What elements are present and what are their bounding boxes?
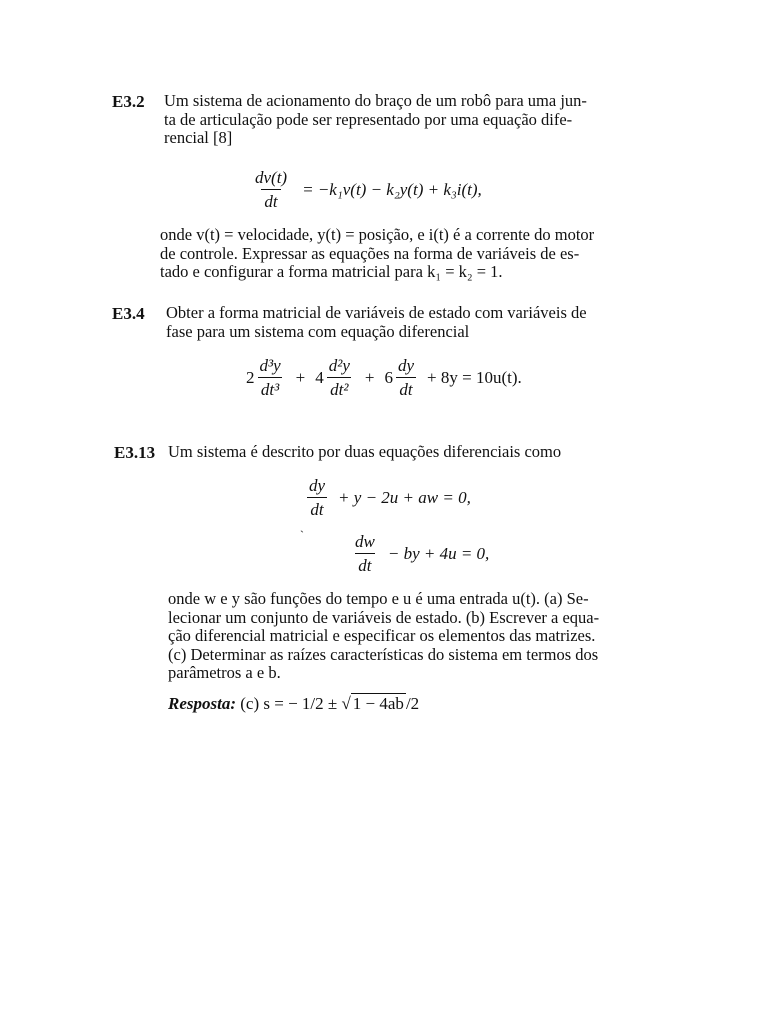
equation-e3-4 <box>246 356 522 400</box>
fraction-numerator: dv(t) <box>255 168 288 187</box>
exercise-label: E3.4 <box>112 304 145 323</box>
fraction-numerator: d²y <box>328 356 350 375</box>
fraction-numerator: dy <box>309 476 326 495</box>
fraction-denominator: dt <box>355 553 374 576</box>
plus-sign: + <box>295 368 306 387</box>
equation-rhs: = −k₁v(t) − k₂y(t) + k₃i(t), <box>302 180 482 199</box>
fraction-denominator: dt² <box>327 377 351 400</box>
statement-line: Um sistema de acionamento do braço de um robô para uma jun- <box>164 91 587 110</box>
equation-rhs: + 8y = 10u(t). <box>427 368 522 387</box>
equation-e3-13-second <box>350 532 489 576</box>
stray-mark: ` <box>300 528 304 542</box>
statement-line: Um sistema é descrito por duas equações diferenciais como <box>168 442 562 461</box>
answer-prefix: (c) s = − 1/2 ± √ <box>240 694 351 713</box>
equation-rhs: + y − 2u + aw = 0, <box>338 488 471 507</box>
statement-line: fase para um sistema com equação diferencial <box>166 321 470 341</box>
fraction-denominator: dt <box>396 377 415 400</box>
statement-line: de controle. Expressar as equações na forma de variáveis de es- <box>160 243 580 263</box>
equation-e3-13-first <box>304 476 471 520</box>
fraction-denominator: dt <box>307 497 326 520</box>
statement-line: lecionar um conjunto de variáveis de estado. (b) Escrever a equa- <box>168 607 600 627</box>
exercise-statement <box>164 92 660 148</box>
fraction <box>306 476 328 520</box>
fraction <box>252 168 290 212</box>
equation-rhs: − by + 4u = 0, <box>387 544 490 563</box>
fraction-numerator: dy <box>398 356 415 375</box>
exercise-statement <box>168 443 648 462</box>
exercise-continuation <box>160 226 660 282</box>
plus-sign: + <box>364 368 375 387</box>
statement-line: ção diferencial matricial e especificar os elementos das matrizes. <box>168 626 596 645</box>
exercise-statement <box>166 304 658 341</box>
fraction <box>257 356 284 400</box>
statement-line: (c) Determinar as raízes características do sistema em termos dos <box>168 644 599 664</box>
answer-radicand: 1 − 4ab <box>352 694 404 713</box>
fraction-numerator: dw <box>355 532 375 551</box>
fraction-denominator: dt³ <box>258 377 282 400</box>
statement-line: tado e configurar a forma matricial para k₁ = k₂ = 1. <box>160 262 503 281</box>
fraction <box>395 356 417 400</box>
statement-line: ta de articulação pode ser representado por uma equação dife- <box>164 109 573 129</box>
coefficient: 4 <box>315 368 324 387</box>
statement-line: parâmetros a e b. <box>168 663 281 682</box>
statement-line: rencial [8] <box>164 128 233 147</box>
equation-e3-2 <box>250 168 482 212</box>
fraction-denominator: dt <box>261 189 280 212</box>
statement-line: onde w e y são funções do tempo e u é uma entrada u(t). (a) Se- <box>168 589 589 608</box>
exercise-continuation <box>168 590 658 683</box>
exercise-label: E3.2 <box>112 92 145 111</box>
coefficient: 2 <box>246 368 255 387</box>
statement-line: onde v(t) = velocidade, y(t) = posição, e i(t) é a corrente do motor <box>160 225 595 244</box>
fraction <box>326 356 353 400</box>
coefficient: 6 <box>384 368 393 387</box>
fraction-numerator: d³y <box>259 356 281 375</box>
answer-label: Resposta: <box>168 694 236 713</box>
answer-suffix: /2 <box>405 694 420 713</box>
fraction <box>352 532 378 576</box>
answer <box>168 694 419 714</box>
exercise-label: E3.13 <box>114 443 156 462</box>
statement-line: Obter a forma matricial de variáveis de estado com variáveis de <box>166 303 587 322</box>
